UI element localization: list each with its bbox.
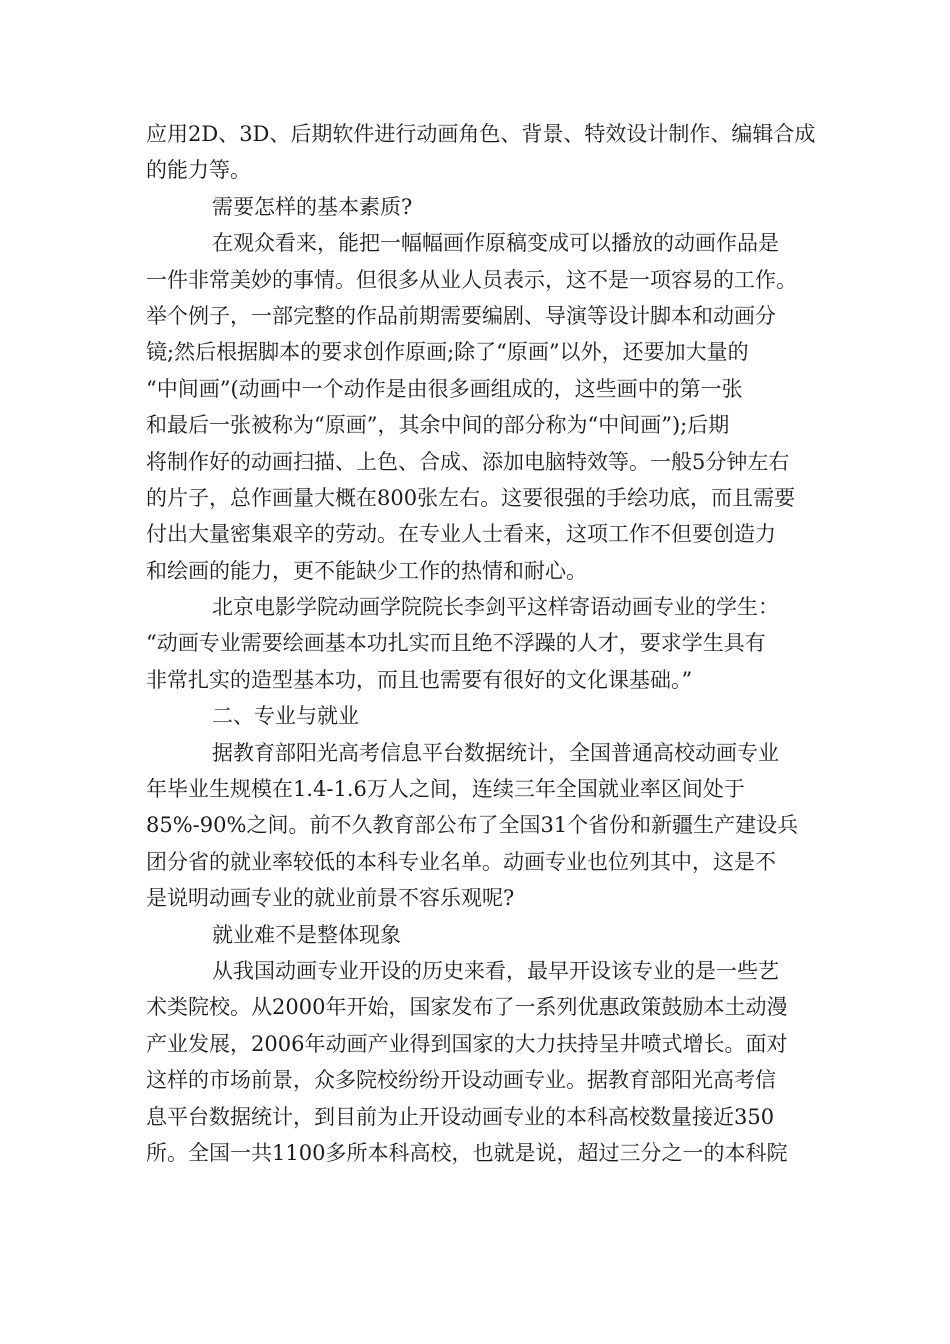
document-body <box>146 116 814 1171</box>
text-line: 在观众看来，能把一幅幅画作原稿变成可以播放的动画作品是 <box>212 231 779 256</box>
text-line: 付出大量密集艰辛的劳动。在专业人士看来，这项工作不但要创造力 <box>146 522 776 547</box>
text-line: 一件非常美妙的事情。但很多从业人员表示，这不是一项容易的工作。 <box>146 267 797 292</box>
text-line: 非常扎实的造型基本功，而且也需要有很好的文化课基础。” <box>146 667 693 692</box>
text-line: “动画专业需要绘画基本功扎实而且绝不浮躁的人才，要求学生具有 <box>146 631 766 656</box>
text-line: 的片子，总作画量大概在800张左右。这要很强的手绘功底，而且需要 <box>146 485 796 510</box>
text-line: 和最后一张被称为“原画”，其余中间的部分称为“中间画”);后期 <box>146 413 730 438</box>
text-line: 需要怎样的基本素质? <box>212 194 413 219</box>
text-line: 是说明动画专业的就业前景不容乐观呢? <box>146 886 515 911</box>
text-line: 将制作好的动画扫描、上色、合成、添加电脑特效等。一般5分钟左右 <box>146 449 790 474</box>
text-line: 这样的市场前景，众多院校纷纷开设动画专业。据教育部阳光高考信 <box>146 1068 776 1093</box>
text-line: 术类院校。从2000年开始，国家发布了一系列优惠政策鼓励本土动漫 <box>146 995 788 1020</box>
text-line: “中间画”(动画中一个动作是由很多画组成的，这些画中的第一张 <box>146 376 743 401</box>
text-line: 应用2D、3D、后期软件进行动画角色、背景、特效设计制作、编辑合成 <box>146 122 816 146</box>
text-line: 息平台数据统计，到目前为止开设动画专业的本科高校数量接近350 <box>146 1104 775 1129</box>
text-line: 所。全国一共1100多所本科高校，也就是说，超过三分之一的本科院 <box>146 1140 788 1165</box>
text-line: 的能力等。 <box>146 158 251 183</box>
text-line: 从我国动画专业开设的历史来看，最早开设该专业的是一些艺 <box>212 958 779 983</box>
text-line: 就业难不是整体现象 <box>212 922 401 947</box>
text-line: 镜;然后根据脚本的要求创作原画;除了“原画”以外，还要加大量的 <box>146 340 749 365</box>
text-line: 年毕业生规模在1.4-1.6万人之间，连续三年全国就业率区间处于 <box>146 777 745 802</box>
text-line: 二、专业与就业 <box>212 704 359 729</box>
text-line: 据教育部阳光高考信息平台数据统计，全国普通高校动画专业 <box>212 740 779 765</box>
text-line: 团分省的就业率较低的本科专业名单。动画专业也位列其中，这是不 <box>146 849 776 874</box>
text-line: 和绘画的能力，更不能缺少工作的热情和耐心。 <box>146 558 587 583</box>
text-line: 北京电影学院动画学院院长李剑平这样寄语动画专业的学生： <box>212 595 779 620</box>
text-line: 产业发展，2006年动画产业得到国家的大力扶持呈井喷式增长。面对 <box>146 1031 788 1056</box>
text-line: 85%-90%之间。前不久教育部公布了全国31个省份和新疆生产建设兵 <box>146 813 799 838</box>
text-line: 举个例子，一部完整的作品前期需要编剧、导演等设计脚本和动画分 <box>146 303 776 328</box>
